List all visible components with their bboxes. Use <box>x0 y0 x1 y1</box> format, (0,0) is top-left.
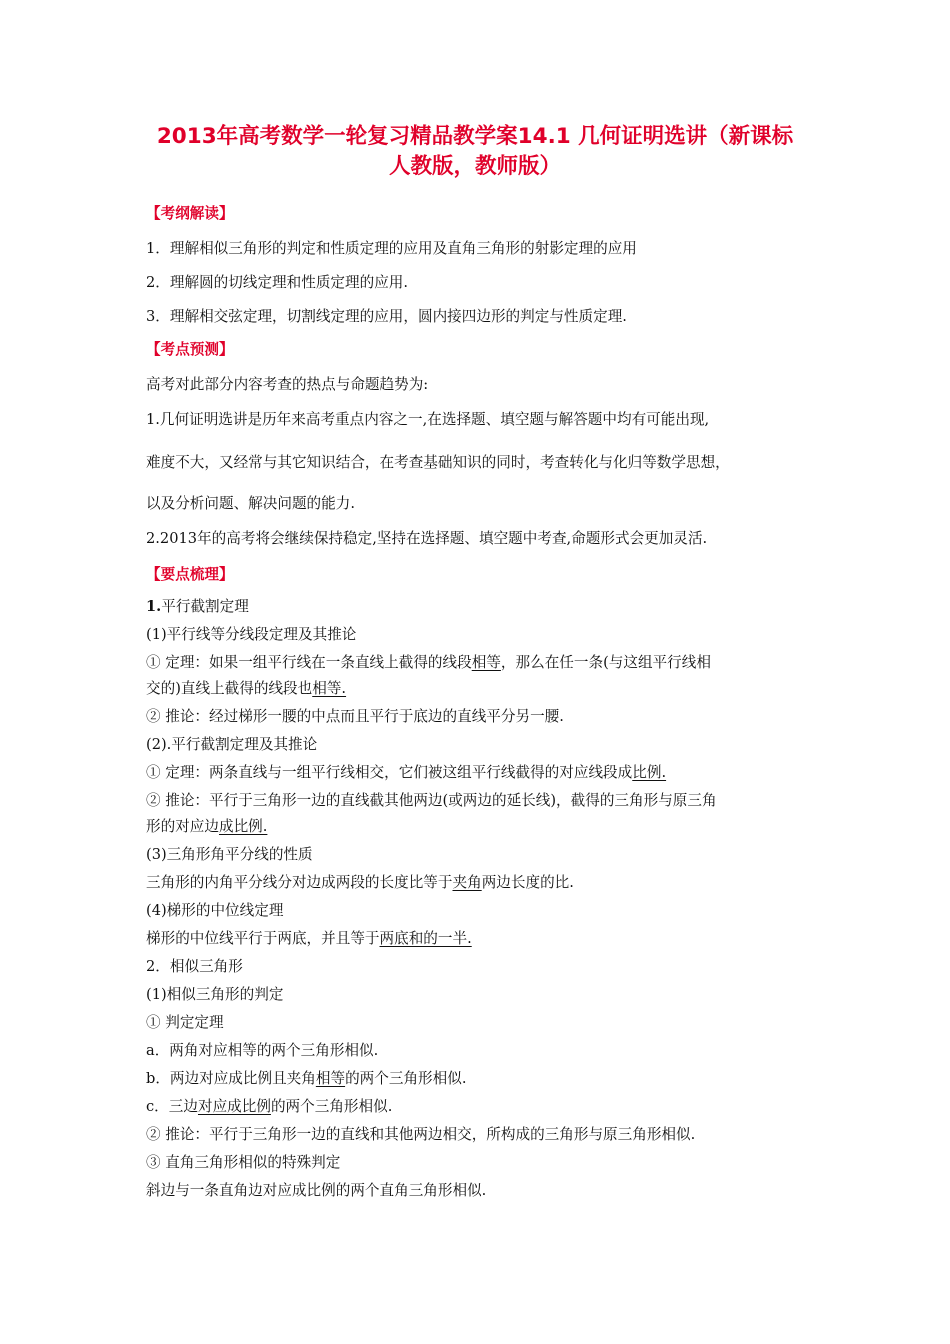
kaodian-p1-line3: 以及分析问题、解决问题的能力. <box>146 495 355 512</box>
heading-parallel-intercept <box>146 597 249 617</box>
text: ① 定理：两条直线与一组平行线相交，它们被这组平行线截得的对应线段成 <box>146 764 633 781</box>
underlined-answer: 夹角 <box>452 874 482 891</box>
theorem-2 <box>146 763 666 783</box>
title-line-2: 人教版，教师版） <box>388 154 561 179</box>
section-header-kaodian: 【考点预测】 <box>146 341 234 358</box>
text: 的两个三角形相似. <box>270 1098 393 1115</box>
similar-corollary: ② 推论：平行于三角形一边的直线和其他两边相交，所构成的三角形与原三角形相似. <box>146 1126 696 1143</box>
heading-similar-triangles: 2．相似三角形 <box>146 958 243 975</box>
criterion-c <box>146 1097 392 1117</box>
heading-number: 1. <box>146 598 162 615</box>
corollary-2-line2 <box>146 817 267 837</box>
title-line-1: 2013年高考数学一轮复习精品教学案14.1 几何证明选讲（新课标 <box>156 124 794 149</box>
midline-text <box>146 929 472 949</box>
similar-subheading-1: (1)相似三角形的判定 <box>146 986 284 1003</box>
text: 的两个三角形相似. <box>345 1070 467 1087</box>
right-triangle-text: 斜边与一条直角边对应成比例的两个直角三角形相似. <box>146 1182 487 1199</box>
underlined-answer: 两底和的一半. <box>379 930 472 947</box>
kaodian-p2: 2.2013年的高考将会继续保持稳定,坚持在选择题、填空题中考查,命题形式会更加灵活. <box>146 530 708 547</box>
text: 梯形的中位线平行于两底，并且等于 <box>146 930 380 947</box>
section-header-kaogang: 【考纲解读】 <box>146 205 234 222</box>
underlined-answer: 相等 <box>315 1070 346 1087</box>
kaogang-item-1: 1．理解相似三角形的判定和性质定理的应用及直角三角形的射影定理的应用 <box>146 240 637 257</box>
text: b．两边对应成比例且夹角 <box>146 1070 316 1087</box>
text: ，那么在任一条(与这组平行线相 <box>500 654 711 671</box>
criterion-a: a．两角对应相等的两个三角形相似. <box>146 1042 379 1059</box>
subheading-4: (4)梯形的中位线定理 <box>146 902 284 919</box>
theorem-1-line1 <box>146 653 711 673</box>
underlined-answer: 相等. <box>312 680 347 697</box>
kaogang-item-3: 3．理解相交弦定理，切割线定理的应用，圆内接四边形的判定与性质定理. <box>146 308 627 325</box>
text: 交的)直线上截得的线段也 <box>146 680 313 697</box>
underlined-answer: 相等 <box>471 654 501 671</box>
text: c．三边 <box>146 1098 198 1115</box>
document-title <box>120 122 830 182</box>
angle-bisector-text <box>146 873 574 893</box>
theorem-1-line2 <box>146 679 346 699</box>
kaodian-p1-line1: 1.几何证明选讲是历年来高考重点内容之一,在选择题、填空题与解答题中均有可能出现, <box>146 411 710 428</box>
underlined-answer: 比例. <box>632 764 667 781</box>
text: 两边长度的比. <box>481 874 574 891</box>
subheading-1: (1)平行线等分线段定理及其推论 <box>146 626 357 643</box>
underlined-answer: 成比例. <box>218 818 268 835</box>
corollary-2-line1: ② 推论：平行于三角形一边的直线截其他两边(或两边的延长线)，截得的三角形与原三角 <box>146 792 717 809</box>
criterion-heading: ① 判定定理 <box>146 1014 224 1031</box>
heading-text: 平行截割定理 <box>161 598 249 615</box>
section-header-yaodian: 【要点梳理】 <box>146 566 234 583</box>
right-triangle-heading: ③ 直角三角形相似的特殊判定 <box>146 1154 341 1171</box>
corollary-1: ② 推论：经过梯形一腰的中点而且平行于底边的直线平分另一腰. <box>146 708 564 725</box>
subheading-2: (2).平行截割定理及其推论 <box>146 736 318 753</box>
text: 形的对应边 <box>146 818 219 835</box>
underlined-answer: 对应成比例 <box>197 1098 271 1115</box>
text: ① 定理：如果一组平行线在一条直线上截得的线段 <box>146 654 472 671</box>
kaogang-item-2: 2．理解圆的切线定理和性质定理的应用. <box>146 274 409 291</box>
kaodian-p1-line2: 难度不大，又经常与其它知识结合，在考查基础知识的同时，考查转化与化归等数学思想， <box>146 454 730 471</box>
text: 三角形的内角平分线分对边成两段的长度比等于 <box>146 874 453 891</box>
criterion-b <box>146 1069 466 1089</box>
subheading-3: (3)三角形角平分线的性质 <box>146 846 313 863</box>
kaodian-intro: 高考对此部分内容考查的热点与命题趋势为: <box>146 376 429 393</box>
